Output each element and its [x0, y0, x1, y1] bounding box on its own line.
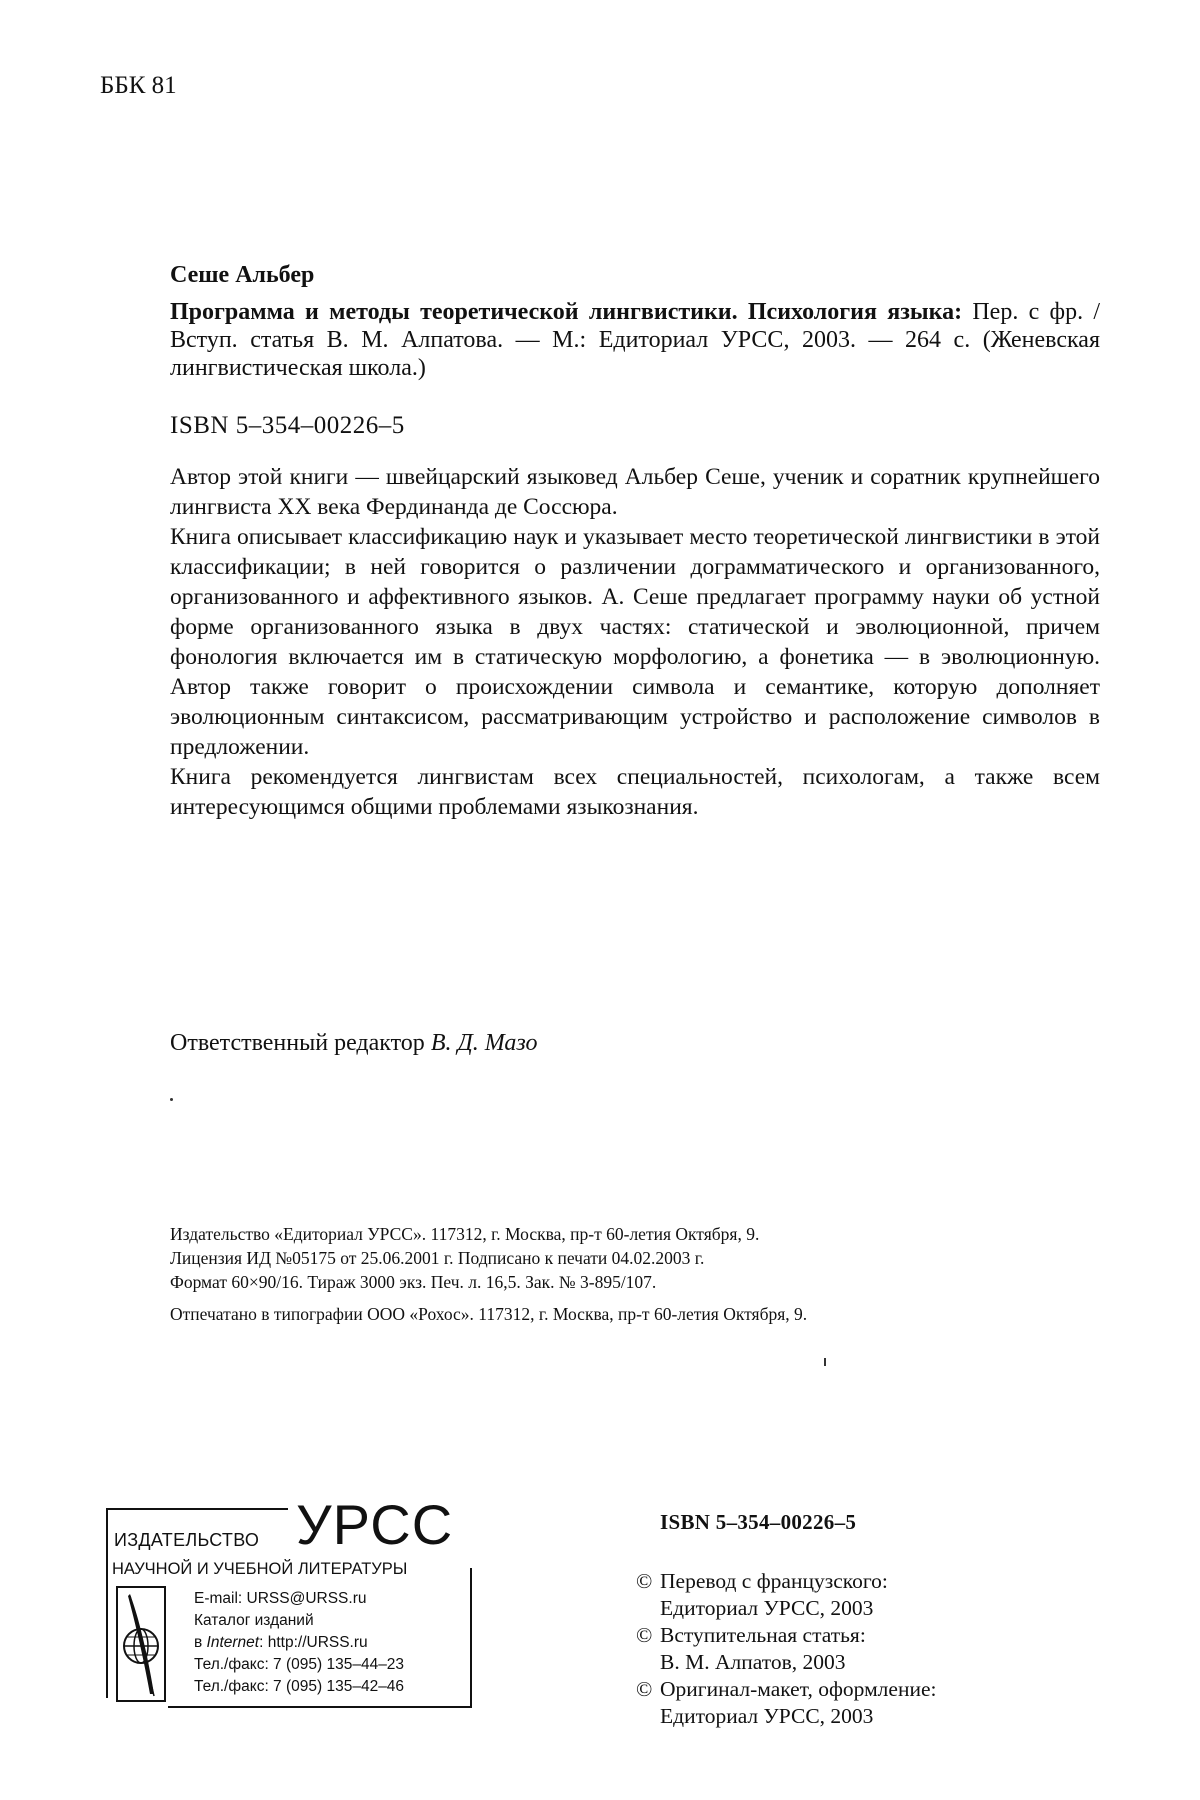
- stray-dot: [170, 1098, 173, 1101]
- publisher-phone: Тел./факс: 7 (095) 135–42–46: [194, 1678, 405, 1695]
- publisher-email: E-mail: URSS@URSS.ru: [194, 1590, 367, 1607]
- bbk-code: ББК 81: [100, 72, 177, 99]
- box-top-border: [106, 1508, 288, 1510]
- copyright-subject: Перевод с французского:: [660, 1569, 888, 1593]
- abstract-paragraph: Автор этой книги — швейцарский языковед Альбер Сеше, ученик и соратник крупнейшего лингвиста XX века Фердинанда де Соссюра.: [170, 464, 1100, 520]
- box-bottom-border: [168, 1706, 472, 1708]
- publisher-brand: УРСС: [296, 1493, 454, 1556]
- imprint-license: Лицензия ИД №05175 от 25.06.2001 г. Подписано к печати 04.02.2003 г.: [170, 1248, 705, 1268]
- responsible-editor: [170, 1030, 537, 1057]
- book-title: Программа и методы теоретической лингвистики. Психология языка:: [170, 299, 963, 325]
- copyright-subject: Вступительная статья:: [660, 1623, 866, 1647]
- isbn-copyright: ISBN 5–354–00226–5: [660, 1510, 857, 1534]
- copyright-holder: Едиториал УРСС, 2003: [660, 1596, 874, 1620]
- publisher-phone: Тел./факс: 7 (095) 135–44–23: [194, 1656, 405, 1673]
- copyright-symbol: ©: [636, 1623, 653, 1647]
- catalog-link: : http://URSS.ru: [259, 1634, 368, 1651]
- copyright-item: [636, 1676, 936, 1730]
- imprint-format: Формат 60×90/16. Тираж 3000 экз. Печ. л. 16,5. Зак. № 3-895/107.: [170, 1272, 657, 1292]
- book-details: Пер. с фр. / Вступ. статья В. М. Алпатова. — М.: Едиториал УРСС, 2003. — 264 с. (Женевская лингвистическая школа.): [170, 299, 1101, 381]
- imprint-printer: Отпечатано в типографии ООО «Рохос». 117312, г. Москва, пр-т 60-летия Октября, 9.: [170, 1304, 808, 1324]
- catalog-label: Каталог изданий: [194, 1612, 314, 1629]
- book-abstract: [170, 462, 1100, 822]
- bibliographic-record: [170, 298, 1100, 382]
- catalog-url: [194, 1632, 404, 1654]
- editor-label: Ответственный редактор: [170, 1030, 431, 1056]
- copyright-holder: В. М. Алпатов, 2003: [660, 1650, 846, 1674]
- abstract-paragraph: Книга описывает классификацию наук и указывает место теоретической лингвистики в этой классификации; в ней говорится о различении дограмматического и организованного, организованного и аффективного языков. А. Сеше предлагает программу науки об устной форме организованного языка в двух частях: статической и эволюционной, причем фонология включается им в статическую морфологию, а фонетика — в эволюционную. Автор также говорит о происхождении символа и семантике, которую дополняет эволюционным синтаксисом, рассматривающим устройство и расположение символов в предложении.: [170, 524, 1100, 760]
- copyright-item: [636, 1568, 936, 1622]
- abstract-paragraph: Книга рекомендуется лингвистам всех специальностей, психологам, а также всем интересующимся общими проблемами языкознания.: [170, 764, 1100, 820]
- copyright-symbol: ©: [636, 1677, 653, 1701]
- copyright-list: [636, 1568, 936, 1730]
- catalog-prefix: в: [194, 1634, 207, 1651]
- publisher-label: ИЗДАТЕЛЬСТВО: [114, 1530, 260, 1550]
- editor-name: В. Д. Мазо: [430, 1030, 538, 1056]
- copyright-symbol: ©: [636, 1569, 653, 1593]
- isbn-main: ISBN 5–354–00226–5: [170, 412, 405, 439]
- copyright-subject: Оригинал-макет, оформление:: [660, 1677, 937, 1701]
- publisher-contacts: [194, 1588, 404, 1698]
- publisher-subtitle: НАУЧНОЙ И УЧЕБНОЙ ЛИТЕРАТУРЫ: [112, 1560, 408, 1578]
- copyright-holder: Едиториал УРСС, 2003: [660, 1704, 874, 1728]
- box-right-border: [470, 1568, 472, 1708]
- catalog-internet: Internet: [206, 1634, 260, 1651]
- globe-feather-logo-icon: [116, 1586, 166, 1702]
- stray-mark: [824, 1358, 826, 1366]
- imprint-block: [170, 1222, 1070, 1326]
- book-author: Сеше Альбер: [170, 262, 315, 288]
- copyright-item: [636, 1622, 936, 1676]
- publisher-box: [106, 1493, 472, 1708]
- box-left-border: [106, 1508, 108, 1698]
- imprint-publisher: Издательство «Едиториал УРСС». 117312, г. Москва, пр-т 60-летия Октября, 9.: [170, 1224, 760, 1244]
